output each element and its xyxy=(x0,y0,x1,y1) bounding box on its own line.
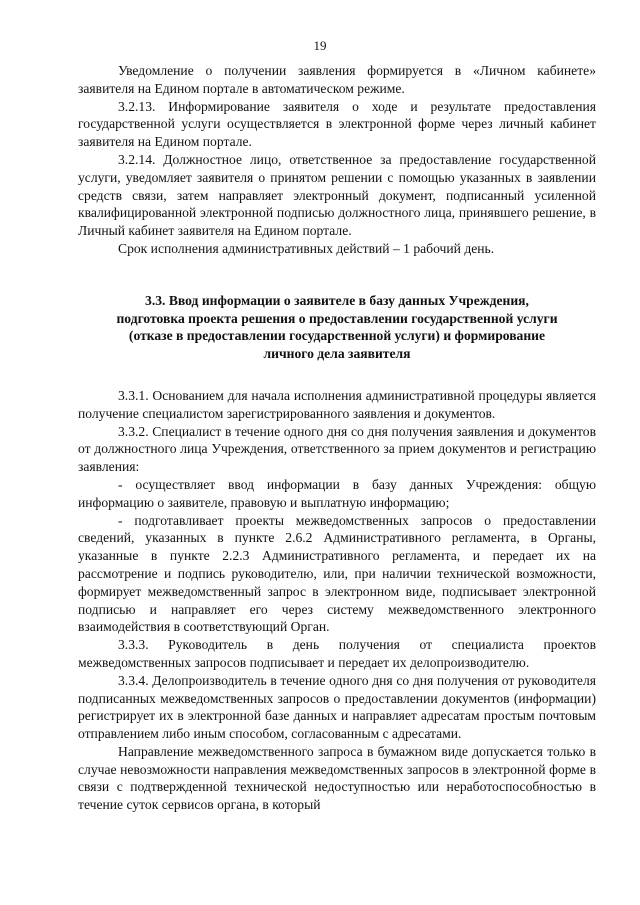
paragraph-3-2-13: 3.2.13. Информирование заявителя о ходе и результате предоставления государственной услуги осуществляется в электронной форме через личный кабинет заявителя на Едином портале. xyxy=(78,98,596,150)
section-heading-line: личного дела заявителя xyxy=(263,346,411,362)
paragraph-deadline: Срок исполнения административных действий – 1 рабочий день. xyxy=(118,240,495,256)
paragraph-3-3-4: 3.3.4. Делопроизводитель в течение одного дня со дня получения от руководителя подписанных межведомственных запросов о предоставлении документов (информации) регистрирует их в электронной базе данных и направляет адресатам простым почтовым отправлением либо иным способом, согласованным с адресатами. xyxy=(78,672,596,742)
section-heading-line: подготовка проекта решения о предоставлении государственной услуги xyxy=(116,310,558,326)
paragraph-3-3-2: 3.3.2. Специалист в течение одного дня со дня получения заявления и документов от должностного лица Учреждения, ответственного за прием документов и регистрацию заявления: xyxy=(78,423,596,475)
section-heading-3-3 xyxy=(78,292,596,363)
paragraph-paper-request: Направление межведомственного запроса в бумажном виде допускается только в случае невозможности направления межведомственных запросов в электронной форме в связи с подтвержденной технической недоступностью или неработоспособностью в течение суток сервисов органа, в который xyxy=(78,743,596,813)
document-body xyxy=(78,62,596,814)
list-item-requests: - подготавливает проекты межведомственных запросов о предоставлении сведений, указанных в пункте 2.6.2 Административного регламента, в Органы, указанные в пункте 2.2.3 Административного регламента, и передает их на рассмотрение и подпись руководителю, или, при наличии технической возможности, формирует межведомственный запрос в электронном виде, подписывает электронной подписью и направляет его через систему межведомственного электронного взаимодействия в соответствующий Орган. xyxy=(78,512,596,635)
paragraph-3-3-3: 3.3.3. Руководитель в день получения от специалиста проектов межведомственных запросов подписывает и передает их делопроизводителю. xyxy=(78,637,596,670)
list-item-data-entry: - осуществляет ввод информации в базу данных Учреждения: общую информацию о заявителе, правовую и выплатную информацию; xyxy=(78,476,596,510)
paragraph-3-2-14: 3.2.14. Должностное лицо, ответственное за предоставление государственной услуги, уведомляет заявителя о принятом решении с помощью указанных в заявлении средств связи, затем направляет электронный документ, подписанный усиленной квалифицированной электронной подписью должностного лица, принявшего решение, в Личный кабинет заявителя на Едином портале. xyxy=(78,151,596,239)
section-heading-line: (отказе в предоставлении государственной услуги) и формирование xyxy=(128,328,546,344)
paragraph-3-3-1: 3.3.1. Основанием для начала исполнения административной процедуры является получение специалистом зарегистрированного заявления и документов. xyxy=(78,387,596,421)
section-heading-line: 3.3. Ввод информации о заявителе в базу данных Учреждения, xyxy=(145,292,529,308)
page-number: 19 xyxy=(313,38,327,53)
paragraph-notification: Уведомление о получении заявления формируется в «Личном кабинете» заявителя на Едином портале в автоматическом режиме. xyxy=(78,63,596,96)
